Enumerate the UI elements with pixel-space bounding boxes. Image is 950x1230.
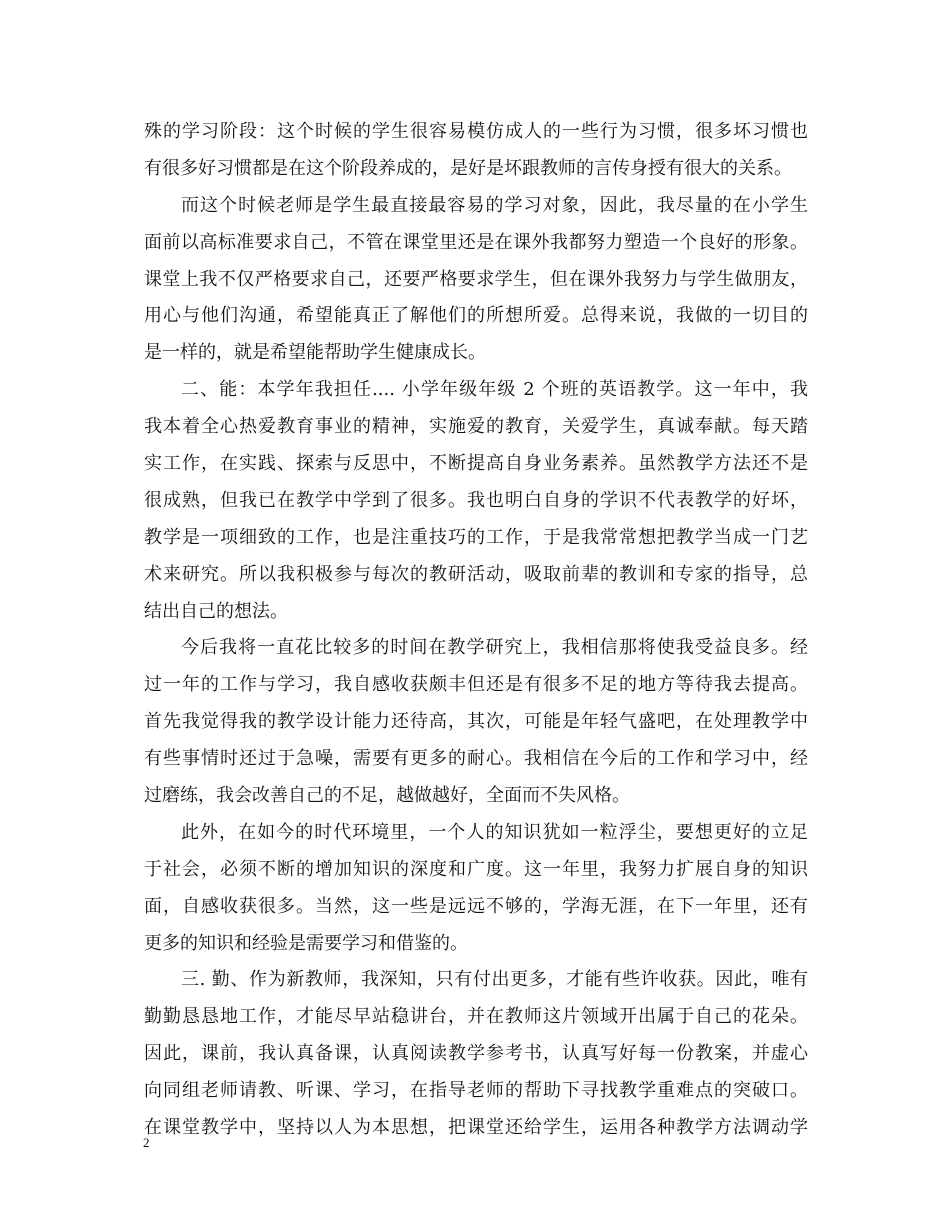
text-line: 向同组老师请教、听课、学习，在指导老师的帮助下寻找教学重难点的突破口。 — [144, 1080, 808, 1102]
page-number: 2 — [143, 1135, 150, 1150]
text-line: 术来研究。所以我积极参与每次的教研活动，吸取前辈的教训和专家的指导，总 — [144, 563, 808, 585]
paragraph-first-line: 二、能：本学年我担任.... 小学年级年级 2 个班的英语教学。这一年中，我 — [181, 379, 808, 401]
text-line: 结出自己的想法。 — [144, 600, 288, 622]
paragraph-first-line: 而这个时候老师是学生最直接最容易的学习对象，因此，我尽量的在小学生 — [181, 194, 808, 216]
text-line: 很成熟，但我已在教学中学到了很多。我也明白自身的学识不代表教学的好坏， — [144, 489, 808, 511]
text-line: 因此，课前，我认真备课，认真阅读教学参考书，认真写好每一份教案，并虚心 — [144, 1043, 808, 1065]
text-line: 在课堂教学中，坚持以人为本思想，把课堂还给学生，运用各种教学方法调动学 — [144, 1117, 808, 1139]
text-line: 面前以高标准要求自己，不管在课堂里还是在课外我都努力塑造一个良好的形象。 — [144, 231, 808, 253]
text-line: 实工作，在实践、探索与反思中，不断提高自身业务素养。虽然教学方法还不是 — [144, 453, 808, 475]
text-line: 勤勤恳恳地工作，才能尽早站稳讲台，并在教师这片领域开出属于自己的花朵。 — [144, 1006, 808, 1028]
text-line: 过一年的工作与学习，我自感收获颇丰但还是有很多不足的地方等待我去提高。 — [144, 674, 808, 696]
text-line: 有很多好习惯都是在这个阶段养成的，是好是坏跟教师的言传身授有很大的关系。 — [144, 157, 792, 179]
text-line: 我本着全心热爱教育事业的精神，实施爱的教育，关爱学生，真诚奉献。每天踏 — [144, 416, 808, 438]
text-line: 课堂上我不仅严格要求自己，还要严格要求学生，但在课外我努力与学生做朋友， — [144, 268, 808, 290]
text-line: 是一样的，就是希望能帮助学生健康成长。 — [144, 342, 486, 364]
text-line: 面，自感收获很多。当然，这一些是远远不够的，学海无涯，在下一年里，还有 — [144, 895, 808, 917]
text-line: 有些事情时还过于急噪，需要有更多的耐心。我相信在今后的工作和学习中，经 — [144, 748, 808, 770]
text-line: 过磨练，我会改善自己的不足，越做越好，全面而不失风格。 — [144, 785, 630, 807]
text-line: 于社会，必须不断的增加知识的深度和广度。这一年里，我努力扩展自身的知识 — [144, 858, 808, 880]
text-line: 用心与他们沟通，希望能真正了解他们的所想所爱。总得来说，我做的一切目的 — [144, 305, 808, 327]
text-line: 殊的学习阶段：这个时候的学生很容易模仿成人的一些行为习惯，很多坏习惯也 — [144, 121, 808, 142]
text-line: 更多的知识和经验是需要学习和借鉴的。 — [144, 932, 468, 954]
paragraph-first-line: 此外，在如今的时代环境里，一个人的知识犹如一粒浮尘，要想更好的立足 — [181, 821, 808, 843]
paragraph-first-line: 今后我将一直花比较多的时间在教学研究上，我相信那将使我受益良多。经 — [181, 637, 808, 659]
text-line: 教学是一项细致的工作，也是注重技巧的工作，于是我常常想把教学当成一门艺 — [144, 526, 808, 548]
body-text — [144, 114, 808, 1147]
text-line: 首先我觉得我的教学设计能力还待高，其次，可能是年轻气盛吧，在处理教学中 — [144, 711, 808, 733]
paragraph-first-line: 三. 勤、作为新教师，我深知，只有付出更多，才能有些许收获。因此，唯有 — [181, 969, 808, 991]
